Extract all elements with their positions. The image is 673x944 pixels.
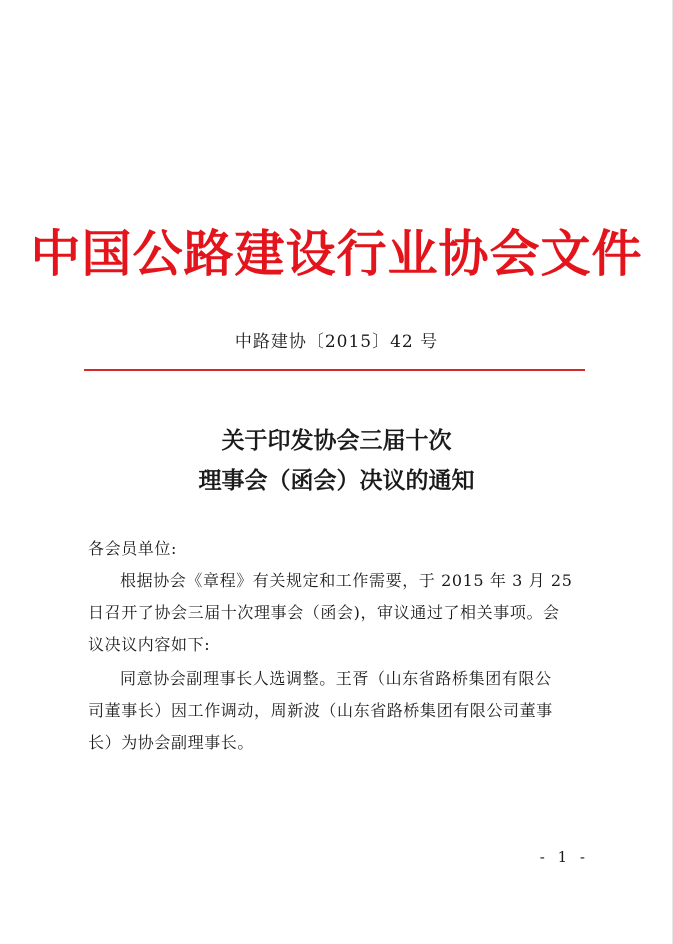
document-header-title: 中国公路建设行业协会文件	[30, 225, 643, 283]
paragraph-1-line-3: 议决议内容如下:	[88, 635, 211, 654]
paragraph-2-line-2: 司董事长）因工作调动，周新波（山东省路桥集团有限公司董事	[88, 701, 553, 720]
paragraph-2-line-1: 同意协会副理事长人选调整。王胥（山东省路桥集团有限公	[120, 669, 552, 688]
header-divider	[84, 369, 585, 371]
salutation: 各会员单位:	[88, 539, 177, 558]
paragraph-1-line-1: 根据协会《章程》有关规定和工作需要，于 2015 年 3 月 25	[120, 571, 573, 590]
notice-title-line-2: 理事会（函会）决议的通知	[198, 468, 475, 494]
page-number: - 1 -	[539, 848, 589, 866]
paragraph-2-line-3: 长）为协会副理事长。	[88, 733, 255, 752]
paragraph-1-line-2: 日召开了协会三届十次理事会（函会)，审议通过了相关事项。会	[88, 603, 560, 622]
notice-title-line-1: 关于印发协会三届十次	[221, 428, 452, 454]
document-number: 中路建协〔2015〕42 号	[234, 332, 439, 352]
